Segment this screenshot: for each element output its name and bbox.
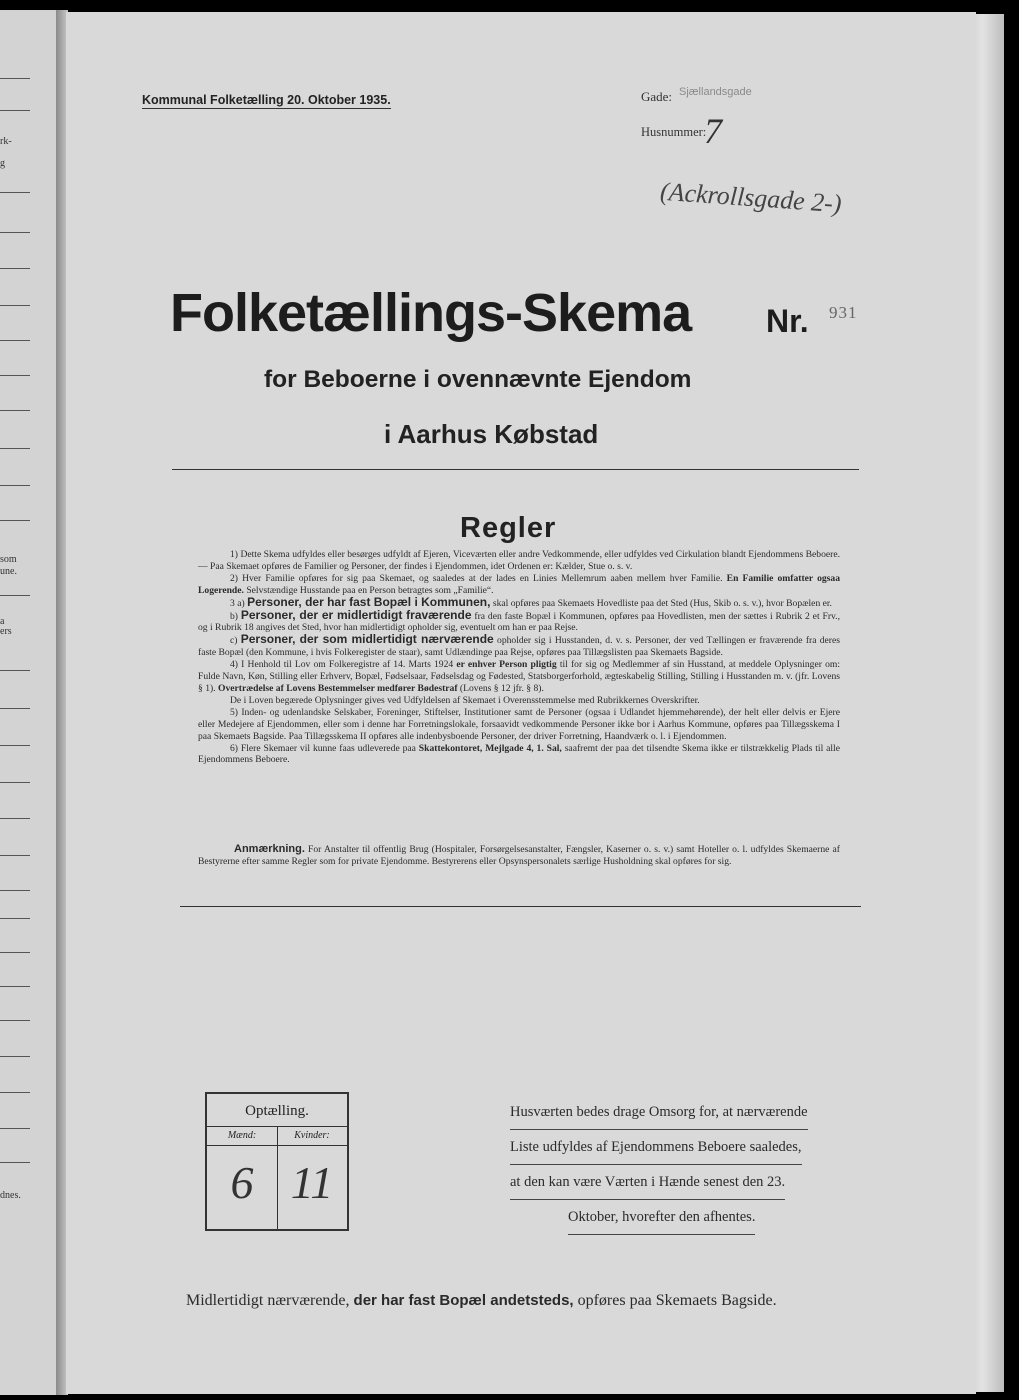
divider [0, 595, 30, 596]
previous-page-text: dnes. [0, 1190, 21, 1201]
divider [0, 375, 30, 376]
rule-emphasis: Personer, der som midlertidigt nærværende [240, 632, 494, 647]
instruction-line: Oktober, hvorefter den afhentes. [568, 1200, 755, 1235]
previous-page-text: une. [0, 566, 17, 577]
annotation-label: Anmærkning. [234, 843, 305, 855]
divider [0, 410, 30, 411]
rule-text: Selvstændige Husstande paa en Person betragtes som „Familie“. [246, 584, 494, 596]
divider [0, 952, 30, 953]
divider [0, 1128, 30, 1129]
annotation-text: For Anstalter til offentlig Brug (Hospitaler, Forsørgelsesanstalter, Fængsler, Kaserner o. s. v.) samt Hoteller o. l. udfyldes Skemaerne af Bestyrerne efter samme Regler som for private Ejendomme. Bestyrerens eller Opsynspersonalets særlige Husholdning skal opføres for sig. [198, 844, 840, 867]
rule-6 [198, 743, 840, 767]
rule-emphasis: Personer, der er midlertidigt fraværende [240, 607, 472, 622]
instruction-line: at den kan være Værten i Hænde senest den 23. [510, 1165, 785, 1200]
count-box [205, 1092, 349, 1231]
divider [0, 918, 30, 919]
divider [0, 268, 30, 269]
divider [0, 485, 30, 486]
rule-text: 1) Dette Skema udfyldes eller besørges udfyldt af Ejeren, Viceværten eller andre Vedkommende, eller udfyldes ved Cirkulation blandt Ejendommens Beboere. — Paa Skemaet opføres de Familier og Personer, der findes i Ejendommen, idet Ordenen er: Kælder, Stue o. s. v. [198, 549, 840, 572]
husnummer-label: Husnummer: [641, 125, 707, 139]
divider [0, 1020, 30, 1021]
men-count: 6 [230, 1157, 254, 1208]
divider [180, 906, 861, 907]
divider [0, 520, 30, 521]
footer-emphasis: der har fast Bopæl andetsteds, [353, 1292, 574, 1309]
rule-text: skal opføres paa Skemaets Hovedliste paa det Sted (Hus, Skib o. s. v.), hvor Bopælen er. [492, 597, 832, 609]
rule-number: b) [230, 610, 238, 622]
subtitle: for Beboerne i ovennævnte Ejendom [264, 366, 692, 393]
divider [0, 448, 30, 449]
rule-text: De i Loven begærede Oplysninger gives ved Udfyldelsen af Skemaet i Overensstemmelse med Rubrikkernes Overskrifter. [230, 694, 700, 706]
rule-3b [198, 607, 840, 635]
subtitle-city: i Aarhus Købstad [384, 419, 599, 449]
previous-page-text: som [0, 554, 17, 565]
divider [0, 890, 30, 891]
women-count: 11 [290, 1157, 334, 1208]
rule-4-note [198, 695, 840, 707]
rules-heading: Regler [460, 512, 557, 544]
rule-text: 6) Flere Skemaer vil kunne faas udleverede paa [230, 742, 416, 754]
gade-value: Sjællandsgade [679, 86, 752, 98]
count-box-title: Optælling. [207, 1094, 347, 1127]
previous-page-text: a [0, 616, 5, 627]
instruction-line: Liste udfyldes af Ejendommens Beboere saaledes, [510, 1130, 802, 1165]
divider [0, 782, 30, 783]
footer-text: Midlertidigt nærværende, [186, 1292, 350, 1309]
rule-emphasis: En Familie omfatter ogsaa Logerende. [198, 572, 840, 596]
rule-1 [198, 549, 840, 573]
rule-text: 2) Hver Familie opføres for sig paa Skemaet, og saaledes at der lades en Linies Mellemrum aaben mellem hver Familie. [230, 572, 723, 584]
husnummer-value: 7 [704, 111, 722, 151]
footer-text: opføres paa Skemaets Bagside. [577, 1292, 777, 1309]
rule-2 [198, 573, 840, 597]
previous-page-text: g [0, 158, 5, 169]
landlord-instruction [510, 1095, 808, 1235]
divider [0, 1056, 30, 1057]
rule-4 [198, 659, 840, 695]
footer-note [186, 1292, 777, 1310]
divider [0, 986, 30, 987]
divider [0, 818, 30, 819]
rule-emphasis: Overtrædelse af Lovens Bestemmelser medfører Bødestraf [218, 682, 458, 694]
instruction-line: Husværten bedes drage Omsorg for, at nærværende [510, 1095, 808, 1130]
divider [0, 192, 30, 193]
rule-number: 3 a) [230, 597, 245, 609]
rule-text: 4) I Henhold til Lov om Folkeregistre af 14. Marts 1924 [230, 659, 454, 671]
previous-page-edge [0, 10, 58, 1395]
previous-page-text: rk- [0, 136, 12, 147]
rule-3c [198, 634, 840, 659]
rule-emphasis: er enhver Person pligtig [456, 659, 557, 671]
handwritten-note: (Ackrollsgade 2-) [659, 176, 843, 219]
divider [0, 305, 30, 306]
rules-text [198, 549, 840, 766]
divider [0, 855, 30, 856]
rule-text: saafremt der paa det tilsendte Skema ikke er tilstrækkelig Plads til alle Ejendommens Beboere. [198, 742, 840, 766]
men-label: Mænd: [207, 1127, 277, 1146]
rule-text: opholder sig i Husstanden, d. v. s. Personer, der ved Tællingen er fraværende fra deres faste Bopæl (den Kommune, i hvis Folkeregister de staar), samt Udlændinge paa Rejse, opføres paa Tillægslisten paa Skemaets Bagside. [198, 635, 840, 659]
divider [0, 110, 30, 111]
divider [172, 469, 859, 470]
nr-label: Nr. [766, 303, 809, 339]
divider [0, 745, 30, 746]
women-label: Kvinder: [277, 1127, 347, 1146]
divider [0, 1162, 30, 1163]
annotation-note [198, 843, 840, 868]
rule-text: (Lovens § 12 jfr. § 8). [459, 682, 544, 694]
rule-5 [198, 707, 840, 743]
rule-text: til for sig og Medlemmer af sin Husstand, at meddele Oplysninger om: Fulde Navn, Køn, Stilling eller Erhverv, Bopæl, Fødselsaar, Fødselsdag og Fødested, Statsborgerforhold, ægteskabelig Stilling, Stilling i Husstanden m. v. (jfr. Lovens § 1). [198, 659, 840, 694]
divider [0, 232, 30, 233]
form-number: 931 [829, 303, 858, 322]
divider [0, 340, 30, 341]
previous-page-text: ers [0, 626, 12, 637]
divider [0, 708, 30, 709]
form-title: Folketællings-Skema [170, 283, 692, 343]
rule-emphasis: Personer, der har fast Bopæl i Kommunen, [247, 594, 491, 609]
rule-text: fra den faste Bopæl i Kommunen, opføres paa Hovedlisten, men der sættes i Rubrik 2 et Frv., og i Rubrik 18 angives det Sted, hvor han midlertidigt opholder sig, eventuelt om han er paa Rejse. [198, 610, 840, 634]
divider [0, 670, 30, 671]
gade-label: Gade: [641, 89, 673, 104]
divider [0, 78, 30, 79]
rule-text: 5) Inden- og udenlandske Selskaber, Foreninger, Stiftelser, Institutioner samt de Personer (ogsaa i Udlandet hjemmehørende), der helt eller delvis er Ejere eller Medejere af Ejendommen, eller som i denne har Forretningslokale, forsaavidt vedkommende Personer ikke bor i Aarhus Kommune, opføres paa Tillægsskema I paa Skemaets Bagside. Paa Tillægsskema II opføres alle indenbysboende Personer, der driver Forretning, Haandværk o. l. i Ejendommen. [198, 706, 840, 742]
rule-emphasis: Skattekontoret, Mejlgade 4, 1. Sal, [418, 742, 562, 754]
divider [0, 1092, 30, 1093]
census-header: Kommunal Folketælling 20. Oktober 1935. [142, 93, 391, 107]
rule-number: c) [230, 635, 238, 647]
